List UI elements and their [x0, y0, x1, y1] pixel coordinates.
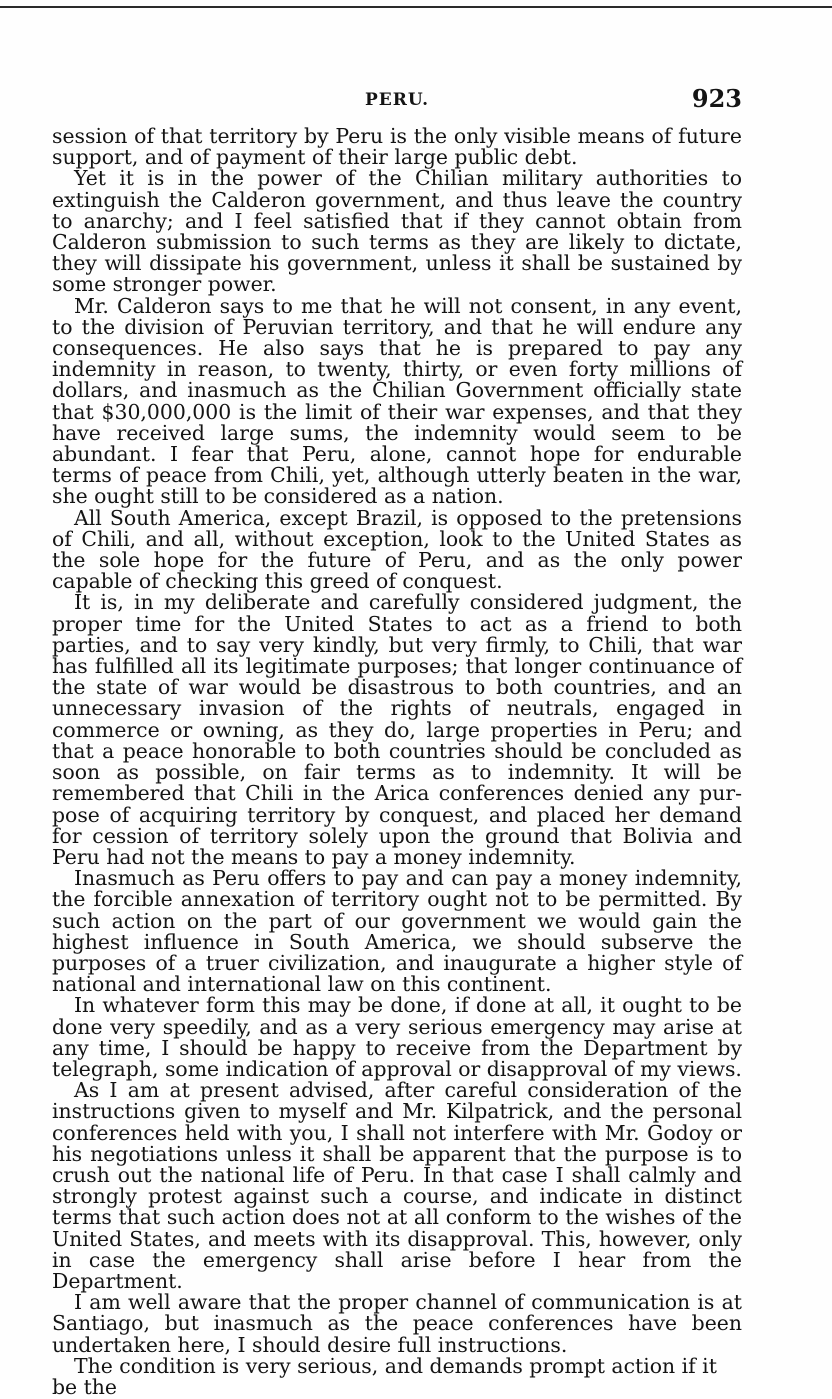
paragraph: Mr. Calderon says to me that he will not consent, in any event, to the division of Peruvian territory, and that he will endure any consequences. He also says that he is prepared to pay any indemnity in reason, to twenty, thirty, or even forty millions of dollars, and inasmuch as the Chilian Government officially state that $30,000,000 is the limit of their war expenses, and that they have received large sums, the indemnity would seem to be abundant. I fear that Peru, alone, cannot hope for endurable terms of peace from Chili, yet, although utterly beaten in the war, she ought still to be considered as a nation. [52, 293, 742, 509]
page-number: 923 [691, 84, 742, 113]
running-header [52, 84, 742, 114]
top-rule-divider [0, 6, 832, 8]
paragraph: All South America, except Brazil, is opposed to the pretensions of Chili, and all, without exception, look to the United States as the sole hope for the future of Peru, and as the only power capable of checking this greed of conquest. [52, 505, 742, 594]
paragraph: Inasmuch as Peru offers to pay and can pay a money indemnity, the forcible annexation of territory ought not to be permitted. By such action on the part of our government we would gain the highest influence in South America, we should subserve the purposes of a truer civilization, and inaugurate a higher style of national and international law on this continent. [52, 866, 742, 997]
paragraph: As I am at present advised, after careful consideration of the instructions given to myself and Mr. Kilpatrick, and the personal conferences held with you, I shall not interfere with Mr. Godoy or his negotiations unless it shall be apparent that the purpose is to crush out the national life of Peru. In that case I shall calmly and strongly protest against such a course, and indicate in distinct terms that such action does not at all conform to the wishes of the United States, and meets with its disapproval. This, however, only in case the emergency shall arise before I hear from the Department. [52, 1078, 742, 1293]
paragraph: I am well aware that the proper channel of communication is at Santiago, but inasmuch as the peace conferences have been undertaken here, I should desire full instructions. [52, 1290, 742, 1357]
paragraph-truncated: The condition is very serious, and demands prompt action if it be the [52, 1353, 717, 1399]
paragraph: In whatever form this may be done, if done at all, it ought to be done very speedily, and as a very serious emergency may arise at any time, I should be happy to receive from the Department by telegraph, some indication of approval or disapproval of my views. [52, 993, 742, 1081]
paragraph-continued: session of that territory by Peru is the only visible means of future support, and of payment of their large public debt. [52, 124, 742, 170]
paragraph: It is, in my deliberate and carefully considered judgment, the proper time for the United States to act as a friend to both parties, and to say very kindly, but very firmly, to Chili, that war has fulfilled all its legitimate purposes; that longer continuance of the state of war would be disastrous to both countries, and an unnecessary invasion of the rights of neutrals, engaged in commerce or owning, as they do, large properties in Peru; and that a peace honorable to both countries should be concluded as soon as possible, on fair terms as to indemnity. It will be remembered that Chili in the Arica conferences denied any purpose of acquiring territory by conquest, and placed her demand for cession of territory solely upon the ground that Bolivia and Peru had not the means to pay a money indemnity. [52, 590, 742, 869]
running-title: PERU. [364, 90, 430, 110]
body-text [52, 126, 742, 1398]
paragraph: Yet it is in the power of the Chilian military authorities to extinguish the Calderon government, and thus leave the country to anarchy; and I feel satisfied that if they cannot obtain from Calderon submission to such terms as they are likely to dictate, they will dissipate his government, unless it shall be sustained by some stronger power. [52, 166, 742, 297]
